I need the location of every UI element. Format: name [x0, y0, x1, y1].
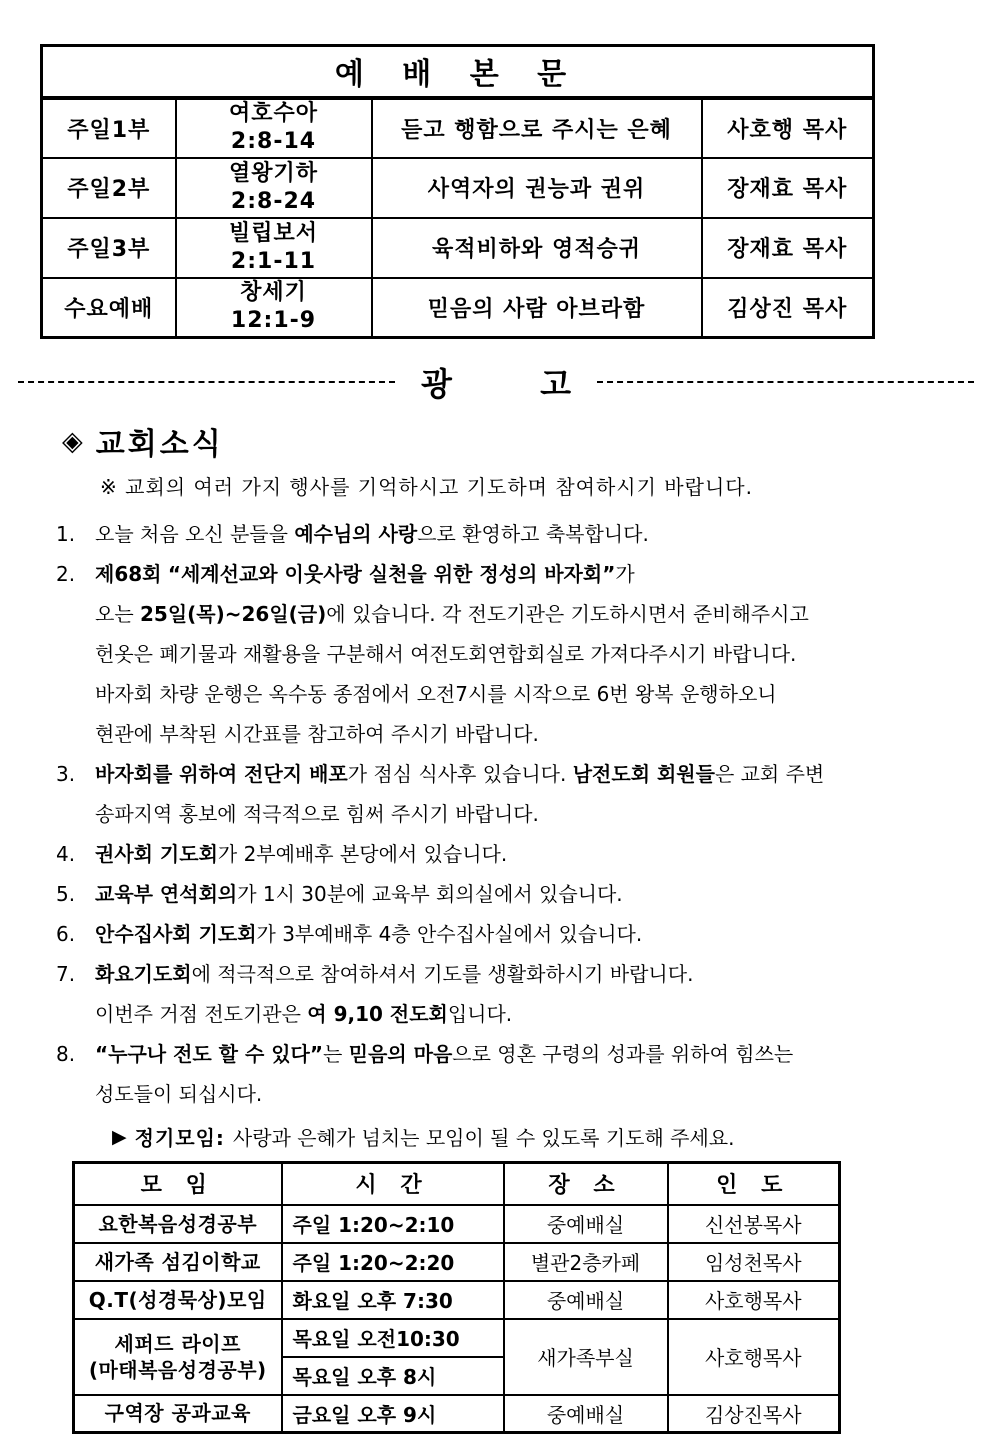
- meeting-place-cell: 별관2층카페: [504, 1243, 668, 1281]
- announcement-item: [56, 514, 992, 554]
- announcement-text: 오늘 처음 오신 분들을 예수님의 사랑으로 환영하고 축복합니다.: [95, 522, 649, 546]
- scripture-cell: 창세기 12:1-9: [176, 278, 372, 338]
- meetings-row: [74, 1243, 840, 1281]
- announcement-item: [56, 754, 992, 834]
- preacher-cell: 장재효 목사: [702, 158, 874, 218]
- announcement-text: 교육부 연석회의가 1시 30분에 교육부 회의실에서 있습니다.: [95, 882, 623, 906]
- meeting-place-cell: 중예배실: [504, 1205, 668, 1243]
- scripture-cell: 열왕기하 2:8-24: [176, 158, 372, 218]
- meeting-name-cell: 세퍼드 라이프 (마태복음성경공부): [74, 1319, 282, 1395]
- service-cell: 주일1부: [42, 98, 176, 158]
- preacher-cell: 사호행 목사: [702, 98, 874, 158]
- meeting-name-cell: 구역장 공과교육: [74, 1395, 282, 1433]
- meetings-header-cell: 인 도: [668, 1163, 840, 1205]
- meeting-name-cell: Q.T(성경묵상)모임: [74, 1281, 282, 1319]
- sermon-title-cell: 사역자의 권능과 권위: [372, 158, 702, 218]
- announcement-number: 4.: [56, 842, 76, 866]
- announcement-number: 8.: [56, 1042, 76, 1066]
- meetings-header-cell: 모 임: [74, 1163, 282, 1205]
- regular-meetings-label: 정기모임:: [134, 1126, 225, 1150]
- announcement-number: 6.: [56, 922, 76, 946]
- worship-table-title: 예 배 본 문: [42, 46, 874, 98]
- meetings-row: [74, 1319, 840, 1357]
- meetings-header-row: [74, 1163, 840, 1205]
- announcement-item: [56, 954, 992, 1034]
- meeting-leader-cell: 사호행목사: [668, 1281, 840, 1319]
- announcement-item: [56, 914, 992, 954]
- announcement-text: 화요기도회에 적극적으로 참여하셔서 기도를 생활화하시기 바랍니다. 이번주 거점 전도기관은 여 9,10 전도회입니다.: [95, 962, 694, 1026]
- sermon-title-cell: 듣고 행함으로 주시는 은혜: [372, 98, 702, 158]
- sermon-title-cell: 육적비하와 영적승귀: [372, 218, 702, 278]
- diamond-icon: ◈: [62, 425, 86, 457]
- announcement-number: 3.: [56, 762, 76, 786]
- announcements-divider: [18, 359, 974, 405]
- meetings-header-cell: 장 소: [504, 1163, 668, 1205]
- announcement-number: 5.: [56, 882, 76, 906]
- dashed-line-right: [597, 381, 974, 383]
- regular-meetings-description: 사랑과 은혜가 넘치는 모임이 될 수 있도록 기도해 주세요.: [232, 1126, 735, 1150]
- meeting-place-cell: 새가족부실: [504, 1319, 668, 1395]
- announcement-item: [56, 874, 992, 914]
- announcement-item: [56, 834, 992, 874]
- meeting-leader-cell: 신선봉목사: [668, 1205, 840, 1243]
- sermon-title-cell: 믿음의 사람 아브라함: [372, 278, 702, 338]
- preacher-cell: 김상진 목사: [702, 278, 874, 338]
- worship-row: [42, 158, 874, 218]
- meeting-time-cell: 화요일 오후 7:30: [282, 1281, 504, 1319]
- meeting-time-cell: 목요일 오전10:30: [282, 1319, 504, 1357]
- meeting-place-cell: 중예배실: [504, 1395, 668, 1433]
- service-cell: 주일3부: [42, 218, 176, 278]
- church-news-heading: [62, 419, 992, 463]
- meetings-header-cell: 시 간: [282, 1163, 504, 1205]
- meeting-time-cell: 주일 1:20~2:10: [282, 1205, 504, 1243]
- meeting-name-cell: 요한복음성경공부: [74, 1205, 282, 1243]
- meeting-leader-cell: 사호행목사: [668, 1319, 840, 1395]
- meeting-place-cell: 중예배실: [504, 1281, 668, 1319]
- preacher-cell: 장재효 목사: [702, 218, 874, 278]
- church-news-note-text: 교회의 여러 가지 행사를 기억하시고 기도하며 참여하시기 바랍니다.: [125, 475, 753, 499]
- announcement-text: 권사회 기도회가 2부예배후 본당에서 있습니다.: [95, 842, 508, 866]
- meeting-time-cell: 목요일 오후 8시: [282, 1357, 504, 1395]
- announcement-number: 2.: [56, 562, 76, 586]
- church-news-title: 교회소식: [95, 427, 224, 462]
- service-cell: 수요예배: [42, 278, 176, 338]
- meeting-time-cell: 주일 1:20~2:20: [282, 1243, 504, 1281]
- meetings-row: [74, 1205, 840, 1243]
- reference-mark-icon: ※: [100, 475, 118, 499]
- announcement-text: “누구나 전도 할 수 있다”는 믿음의 마음으로 영혼 구령의 성과를 위하여 힘쓰는 성도들이 되십시다.: [95, 1042, 794, 1106]
- announcements-list: [56, 514, 992, 1114]
- meetings-row: [74, 1395, 840, 1433]
- meeting-time-cell: 금요일 오후 9시: [282, 1395, 504, 1433]
- announcement-item: [56, 554, 992, 754]
- service-cell: 주일2부: [42, 158, 176, 218]
- triangle-bullet-icon: ▶: [112, 1125, 127, 1148]
- worship-row: [42, 98, 874, 158]
- announcement-text: 제68회 “세계선교와 이웃사랑 실천을 위한 정성의 바자회”가 오는 25일(목)~26일(금)에 있습니다. 각 전도기관은 기도하시면서 준비해주시고 헌옷은 폐기물과 재활용을 구분해서 여전도회연합회실로 가져다주시기 바랍니다. 바자회 차량 운행은 옥수동 종점에서 오전7시를 시작으로 6번 왕복 운행하오니 현관에 부착된 시간표를 참고하여 주시기 바랍니다.: [95, 562, 809, 746]
- church-news-note: [100, 471, 992, 500]
- announcement-item: [56, 1034, 992, 1114]
- announcement-text: 바자회를 위하여 전단지 배포가 점심 식사후 있습니다. 남전도회 회원들은 교회 주변 송파지역 홍보에 적극적으로 힘써 주시기 바랍니다.: [95, 762, 825, 826]
- announcement-number: 1.: [56, 522, 76, 546]
- meeting-leader-cell: 임성천목사: [668, 1243, 840, 1281]
- worship-scripture-table: [40, 44, 875, 339]
- regular-meetings-table: [72, 1161, 841, 1434]
- dashed-line-left: [18, 381, 395, 383]
- worship-row: [42, 218, 874, 278]
- announcement-text: 안수집사회 기도회가 3부예배후 4층 안수집사실에서 있습니다.: [95, 922, 643, 946]
- meetings-row: [74, 1281, 840, 1319]
- scripture-cell: 여호수아 2:8-14: [176, 98, 372, 158]
- scripture-cell: 빌립보서 2:1-11: [176, 218, 372, 278]
- announcement-number: 7.: [56, 962, 76, 986]
- worship-title-row: [42, 46, 874, 98]
- meeting-leader-cell: 김상진목사: [668, 1395, 840, 1433]
- announcements-divider-label: 광 고: [420, 365, 594, 403]
- regular-meetings-intro: [112, 1122, 992, 1151]
- meeting-name-cell: 새가족 섬김이학교: [74, 1243, 282, 1281]
- worship-row: [42, 278, 874, 338]
